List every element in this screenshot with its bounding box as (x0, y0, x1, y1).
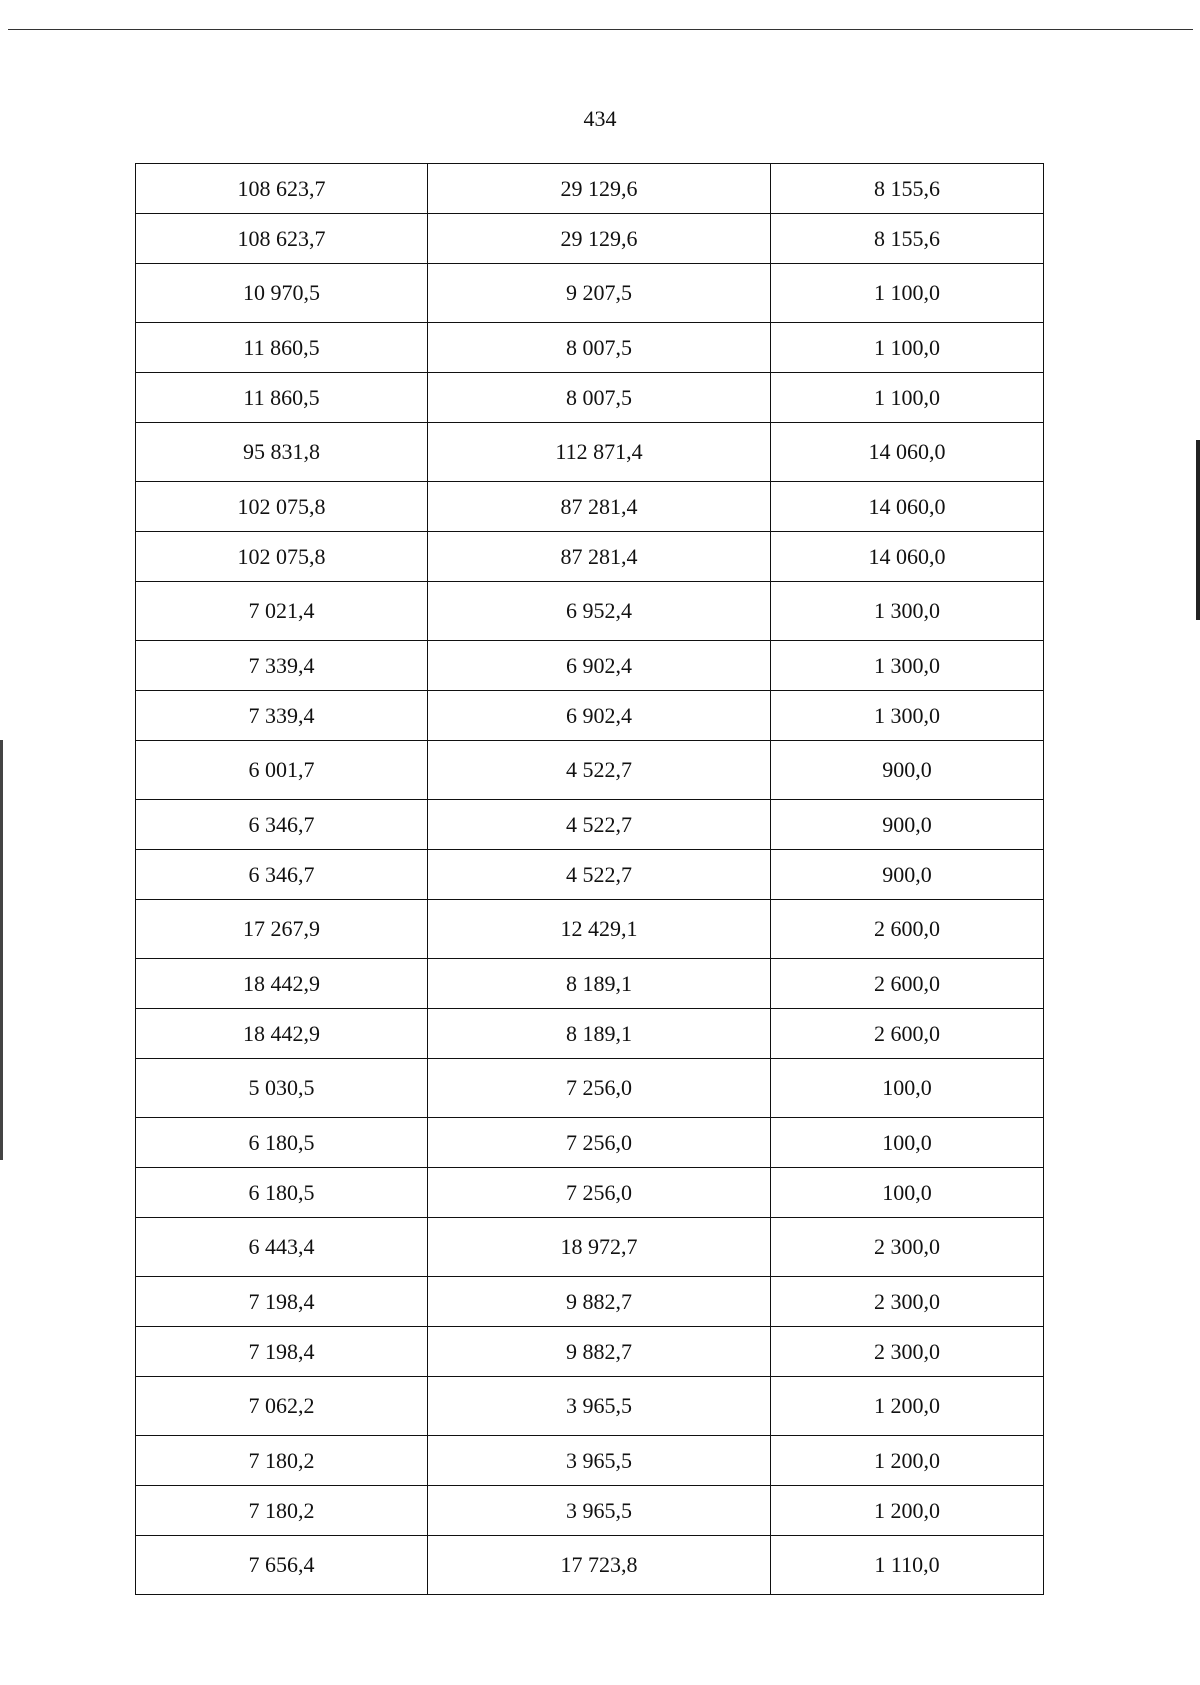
table-cell: 18 442,9 (136, 959, 428, 1009)
table-row (136, 1327, 1044, 1377)
table-cell: 4 522,7 (428, 741, 771, 800)
table-cell: 100,0 (771, 1059, 1044, 1118)
table-cell: 7 256,0 (428, 1059, 771, 1118)
table-cell: 7 256,0 (428, 1118, 771, 1168)
table-cell: 6 443,4 (136, 1218, 428, 1277)
table-cell: 17 267,9 (136, 900, 428, 959)
table-cell: 7 062,2 (136, 1377, 428, 1436)
table-cell: 100,0 (771, 1118, 1044, 1168)
table-cell: 3 965,5 (428, 1377, 771, 1436)
table-row (136, 959, 1044, 1009)
table-row (136, 582, 1044, 641)
table-cell: 6 902,4 (428, 641, 771, 691)
top-rule (8, 29, 1193, 30)
table-cell: 1 100,0 (771, 264, 1044, 323)
table-cell: 1 100,0 (771, 373, 1044, 423)
table-cell: 900,0 (771, 800, 1044, 850)
table-cell: 7 256,0 (428, 1168, 771, 1218)
table-cell: 108 623,7 (136, 214, 428, 264)
table-cell: 1 100,0 (771, 323, 1044, 373)
table-cell: 8 189,1 (428, 1009, 771, 1059)
table-row (136, 1536, 1044, 1595)
table-cell: 10 970,5 (136, 264, 428, 323)
table-row (136, 1168, 1044, 1218)
table-cell: 108 623,7 (136, 164, 428, 214)
table-row (136, 532, 1044, 582)
table-cell: 87 281,4 (428, 482, 771, 532)
table-cell: 900,0 (771, 850, 1044, 900)
table-body (136, 164, 1044, 1595)
table-cell: 1 300,0 (771, 582, 1044, 641)
table-row (136, 641, 1044, 691)
table-cell: 2 300,0 (771, 1277, 1044, 1327)
table-cell: 100,0 (771, 1168, 1044, 1218)
table-cell: 102 075,8 (136, 482, 428, 532)
table-cell: 8 007,5 (428, 373, 771, 423)
table-cell: 8 155,6 (771, 164, 1044, 214)
table-cell: 18 972,7 (428, 1218, 771, 1277)
table-cell: 1 110,0 (771, 1536, 1044, 1595)
table-cell: 6 902,4 (428, 691, 771, 741)
table-row (136, 264, 1044, 323)
table-cell: 29 129,6 (428, 214, 771, 264)
table-cell: 4 522,7 (428, 800, 771, 850)
table-row (136, 900, 1044, 959)
table-cell: 6 001,7 (136, 741, 428, 800)
table-cell: 2 600,0 (771, 1009, 1044, 1059)
table-row (136, 1218, 1044, 1277)
table-cell: 3 965,5 (428, 1436, 771, 1486)
table-cell: 18 442,9 (136, 1009, 428, 1059)
table-cell: 1 200,0 (771, 1377, 1044, 1436)
table-cell: 8 189,1 (428, 959, 771, 1009)
table-row (136, 691, 1044, 741)
table-cell: 6 180,5 (136, 1118, 428, 1168)
table-cell: 7 180,2 (136, 1436, 428, 1486)
table-cell: 7 339,4 (136, 641, 428, 691)
table-row (136, 323, 1044, 373)
table-cell: 7 180,2 (136, 1486, 428, 1536)
table-cell: 112 871,4 (428, 423, 771, 482)
table-cell: 8 155,6 (771, 214, 1044, 264)
table-cell: 2 600,0 (771, 900, 1044, 959)
table-row (136, 482, 1044, 532)
table-cell: 14 060,0 (771, 482, 1044, 532)
table-cell: 900,0 (771, 741, 1044, 800)
table-row (136, 1377, 1044, 1436)
table-cell: 6 952,4 (428, 582, 771, 641)
table-row (136, 800, 1044, 850)
table-cell: 6 346,7 (136, 850, 428, 900)
table-cell: 87 281,4 (428, 532, 771, 582)
table-cell: 9 207,5 (428, 264, 771, 323)
table-cell: 7 198,4 (136, 1277, 428, 1327)
data-table (135, 163, 1044, 1595)
table-row (136, 214, 1044, 264)
table-cell: 7 339,4 (136, 691, 428, 741)
table-cell: 14 060,0 (771, 532, 1044, 582)
table-cell: 9 882,7 (428, 1327, 771, 1377)
table-row (136, 373, 1044, 423)
table-cell: 7 656,4 (136, 1536, 428, 1595)
table-row (136, 1277, 1044, 1327)
table-row (136, 1118, 1044, 1168)
table-cell: 5 030,5 (136, 1059, 428, 1118)
table-cell: 14 060,0 (771, 423, 1044, 482)
table-cell: 9 882,7 (428, 1277, 771, 1327)
table-cell: 1 300,0 (771, 641, 1044, 691)
table-cell: 11 860,5 (136, 373, 428, 423)
table-row (136, 1009, 1044, 1059)
table-cell: 29 129,6 (428, 164, 771, 214)
table-cell: 7 021,4 (136, 582, 428, 641)
table-cell: 102 075,8 (136, 532, 428, 582)
table-row (136, 1059, 1044, 1118)
table-cell: 3 965,5 (428, 1486, 771, 1536)
table-cell: 4 522,7 (428, 850, 771, 900)
scan-edge-mark-right (1196, 440, 1200, 620)
table-row (136, 164, 1044, 214)
table-row (136, 1436, 1044, 1486)
table-row (136, 741, 1044, 800)
table-cell: 2 300,0 (771, 1327, 1044, 1377)
table-cell: 95 831,8 (136, 423, 428, 482)
table-cell: 2 300,0 (771, 1218, 1044, 1277)
table-cell: 1 200,0 (771, 1436, 1044, 1486)
table-row (136, 423, 1044, 482)
table-cell: 2 600,0 (771, 959, 1044, 1009)
table-cell: 1 200,0 (771, 1486, 1044, 1536)
table-cell: 11 860,5 (136, 323, 428, 373)
table-cell: 12 429,1 (428, 900, 771, 959)
page-number: 434 (583, 106, 617, 131)
table-cell: 1 300,0 (771, 691, 1044, 741)
table-cell: 6 346,7 (136, 800, 428, 850)
table-cell: 7 198,4 (136, 1327, 428, 1377)
table-cell: 6 180,5 (136, 1168, 428, 1218)
table-row (136, 1486, 1044, 1536)
table-cell: 17 723,8 (428, 1536, 771, 1595)
scan-edge-mark-left (0, 740, 3, 1160)
table-cell: 8 007,5 (428, 323, 771, 373)
table-row (136, 850, 1044, 900)
